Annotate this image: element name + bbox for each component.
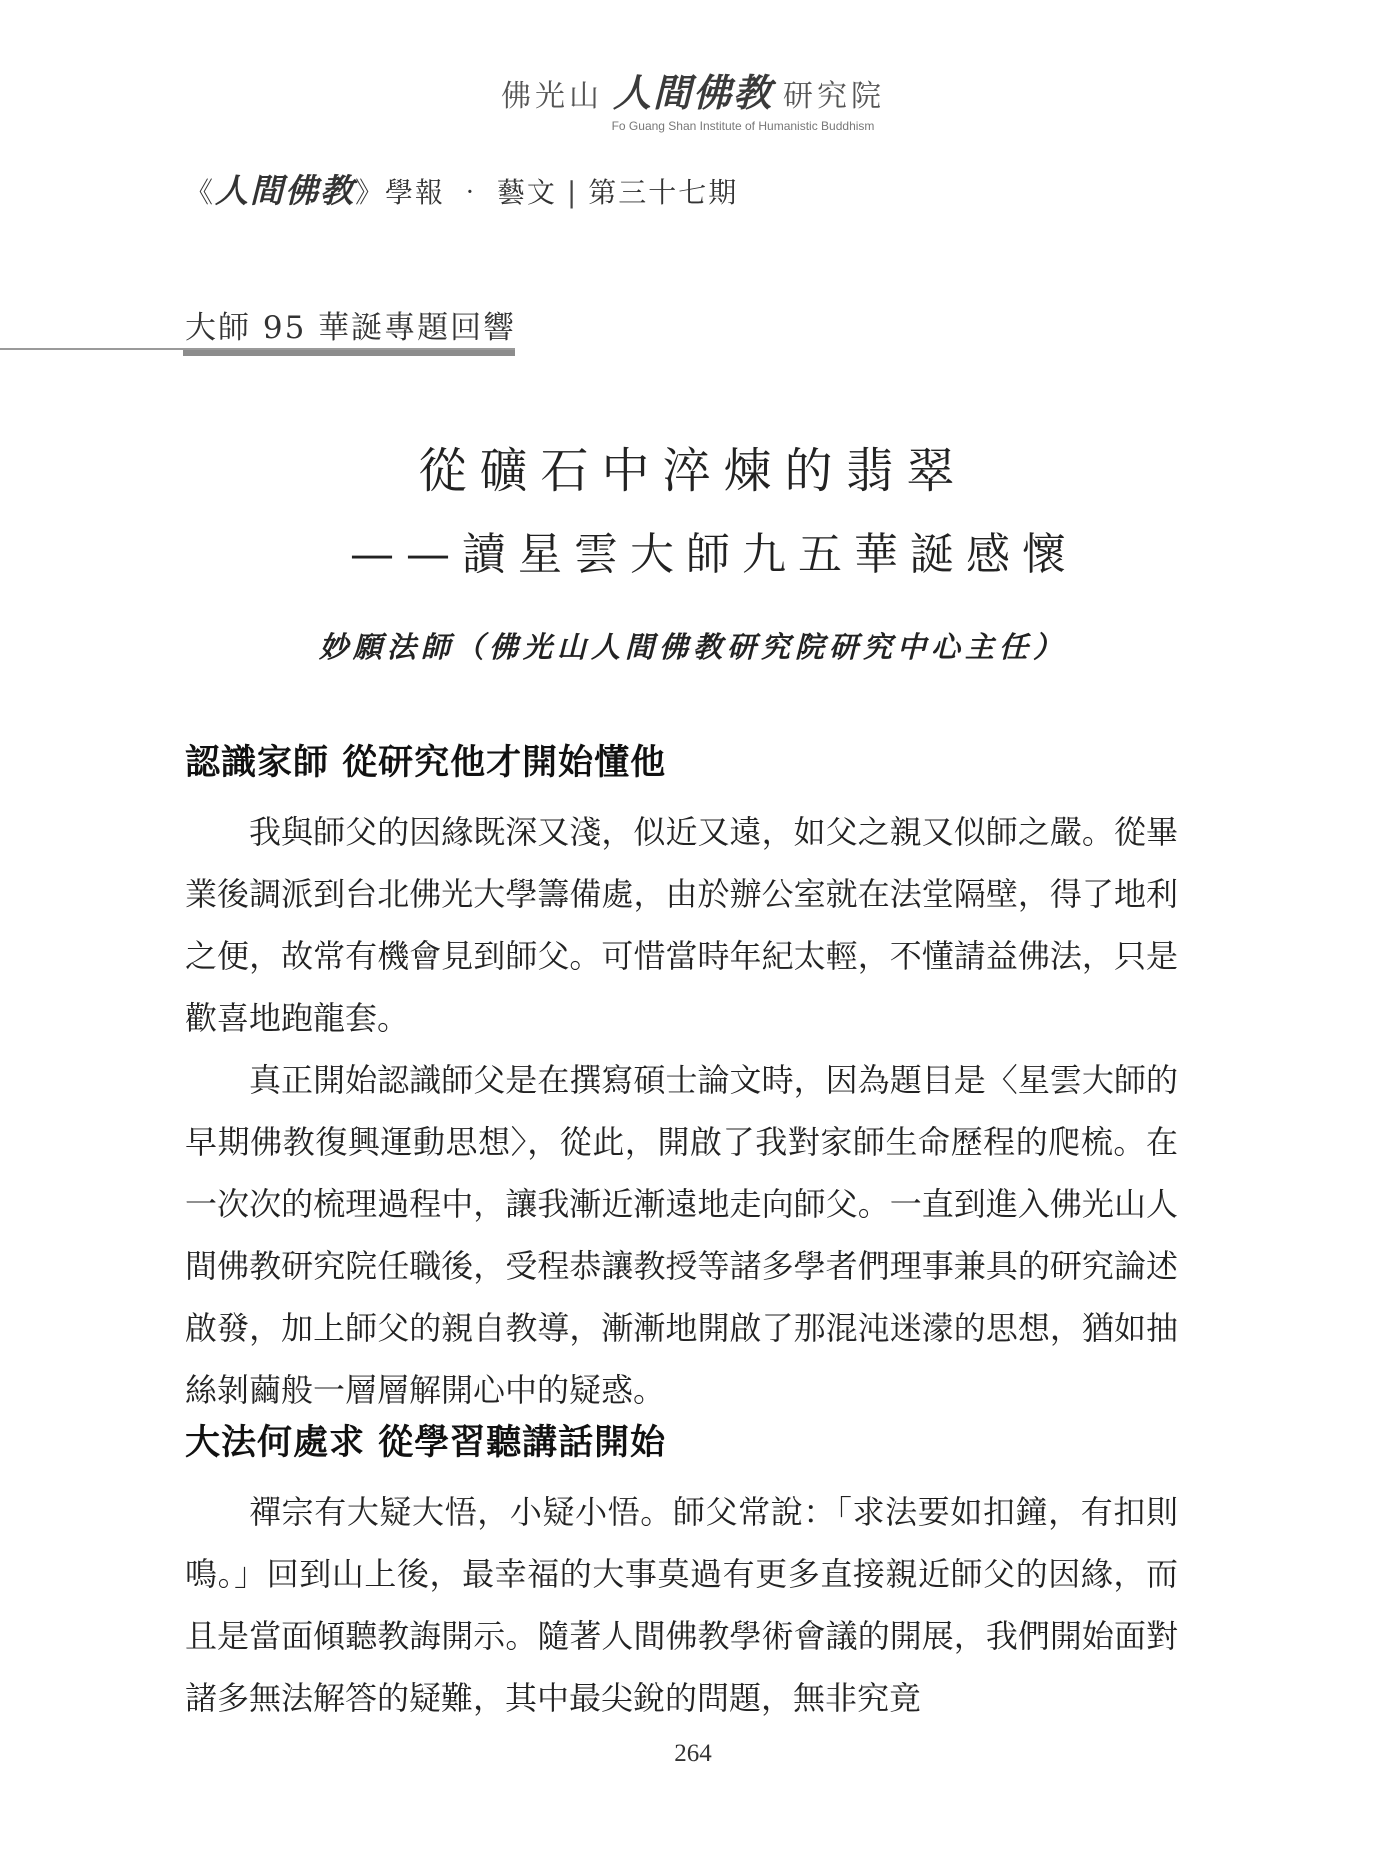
feature-label: 大師 95 華誕專題回響 xyxy=(185,310,517,346)
body-paragraph: 我與師父的因緣既深又淺，似近又遠，如父之親又似師之嚴。從畢業後調派到台北佛光大學籌備處，由於辦公室就在法堂隔壁，得了地利之便，故常有機會見到師父。可惜當時年紀太輕，不懂請益佛法，只是歡喜地跑龍套。 xyxy=(185,813,1178,1037)
body-paragraph: 真正開始認識師父是在撰寫碩士論文時，因為題目是〈星雲大師的早期佛教復興運動思想〉，從此，開啟了我對家師生命歷程的爬梳。在一次次的梳理過程中，讓我漸近漸遠地走向師父。一直到進入佛光山人間佛教研究院任職後，受程恭讓教授等諸多學者們理事兼具的研究論述啟發，加上師父的親自教導，漸漸地開啟了那混沌迷濛的思想，猶如抽絲剝繭般一層層解開心中的疑惑。 xyxy=(185,1061,1178,1409)
article-title: 從礦石中淬煉的翡翠 xyxy=(418,443,968,499)
journal-running-head xyxy=(185,165,738,212)
page-number: 264 xyxy=(674,1740,712,1767)
institute-header xyxy=(0,62,1386,133)
article-author: 妙願法師（佛光山人間佛教研究院研究中心主任） xyxy=(318,630,1067,664)
section-2 xyxy=(185,1415,1178,1729)
journal-separator: | xyxy=(566,176,579,209)
journal-brand: 人間佛教 xyxy=(215,171,356,210)
article-subtitle: ——讀星雲大師九五華誕感懷 xyxy=(350,529,1078,580)
institute-suffix: 研究院 xyxy=(783,79,885,114)
journal-issue: 第三十七期 xyxy=(588,176,739,209)
body-paragraph: 禪宗有大疑大悟，小疑小悟。師父常說：「求法要如扣鐘，有扣則鳴。」回到山上後，最幸福的大事莫過有更多直接親近師父的因緣，而且是當面傾聽教誨開示。隨著人間佛教學術會議的開展，我們開始面對諸多無法解答的疑難，其中最尖銳的問題，無非究竟 xyxy=(185,1493,1178,1717)
journal-name: 》學報 ‧ 藝文 xyxy=(355,176,557,209)
section-heading: 大法何處求 從學習聽講話開始 xyxy=(185,1423,667,1463)
section-1 xyxy=(185,735,1178,1421)
section-heading: 認識家師 從研究他才開始懂他 xyxy=(185,743,667,783)
feature-rule-thick xyxy=(183,350,515,356)
institute-brand-logo: 人間佛教 xyxy=(612,70,773,115)
institute-name xyxy=(0,62,1386,117)
institute-english-name: Fo Guang Shan Institute of Humanistic Buddhism xyxy=(611,119,875,133)
journal-open-bracket: 《 xyxy=(185,176,216,209)
institute-prefix: 佛光山 xyxy=(500,79,603,114)
